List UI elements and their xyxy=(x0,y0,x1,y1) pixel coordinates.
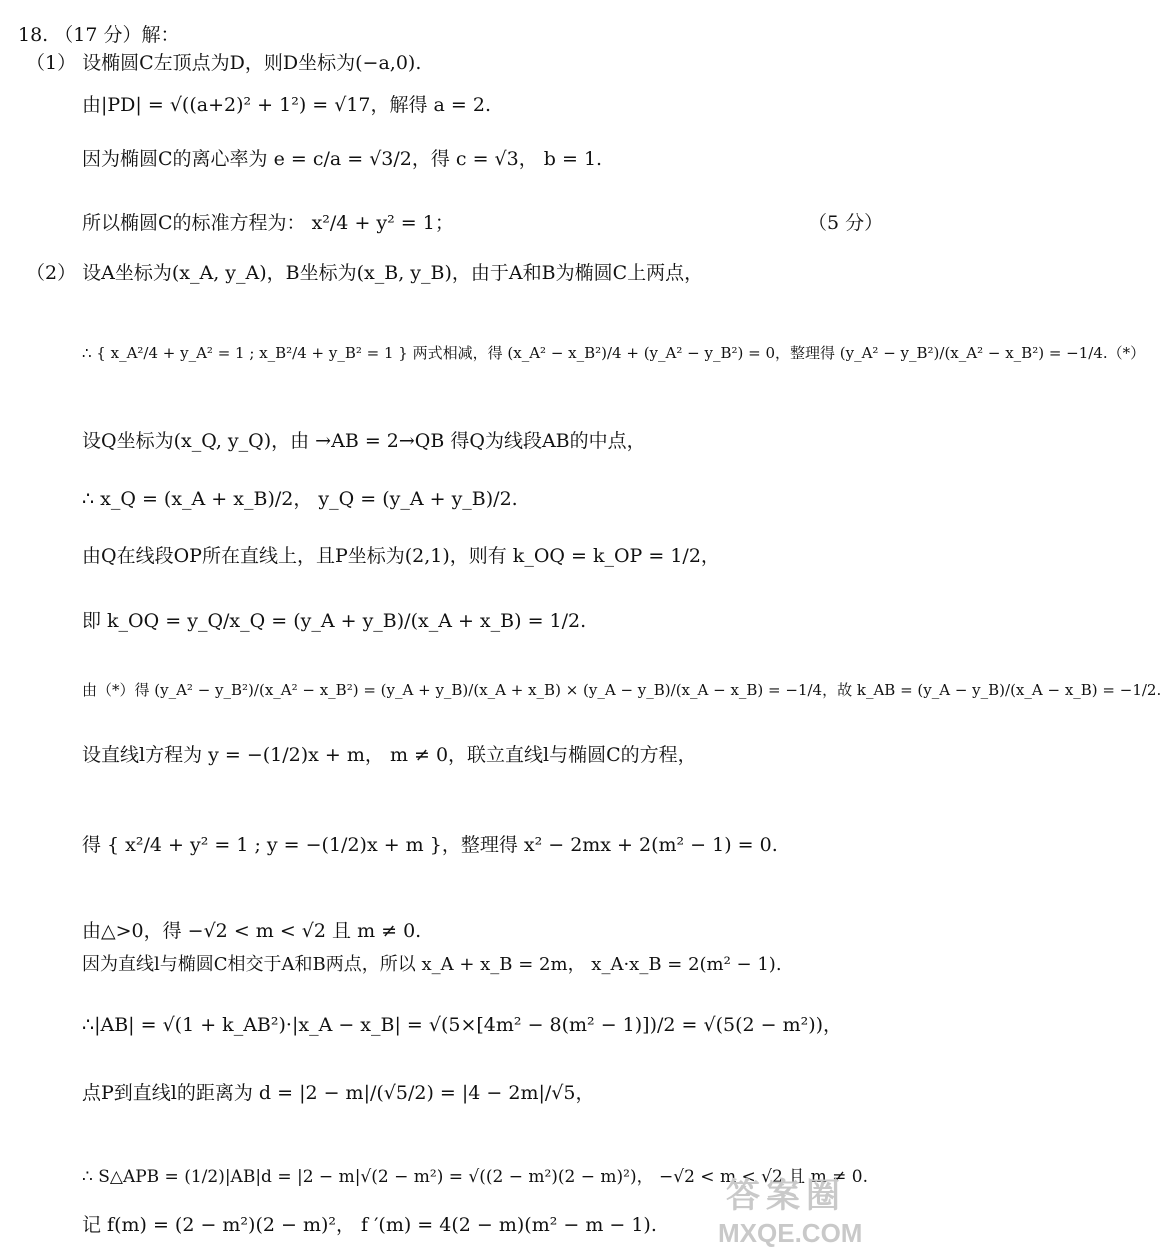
part2-line-4: ∴ x_Q = (x_A + x_B)/2， y_Q = (y_A + y_B)/2. xyxy=(82,488,518,510)
part1-line-1: （1） 设椭圆C左顶点为D，则D坐标为(−a,0). xyxy=(26,52,422,74)
part2-line-13: 点P到直线l的距离为 d = |2 − m|/(√5/2) = |4 − 2m|/√5， xyxy=(82,1082,595,1104)
part2-line-6: 即 k_OQ = y_Q/x_Q = (y_A + y_B)/(x_A + x_B) = 1/2. xyxy=(82,610,587,632)
part1-line-4: 所以椭圆C的标准方程为： x²/4 + y² = 1； xyxy=(82,212,454,234)
part2-line-3: 设Q坐标为(x_Q, y_Q)，由 →AB = 2→QB 得Q为线段AB的中点， xyxy=(82,430,646,452)
part2-line-15: 记 f(m) = (2 − m²)(2 − m)²， f ′(m) = 4(2 − m)(m² − m − 1). xyxy=(82,1214,657,1236)
watermark-url: MXQE.COM xyxy=(718,1218,863,1248)
part2-line-2: ∴ { x_A²/4 + y_A² = 1 ; x_B²/4 + y_B² = 1 } 两式相减，得 (x_A² − x_B²)/4 + (y_A² − y_B²) = 0，整理得 (y_A² − y_B²)/(x_A² − x_B²) = −1/4.（*） xyxy=(82,344,1146,362)
part2-line-5: 由Q在线段OP所在直线上，且P坐标为(2,1)，则有 k_OQ = k_OP = 1/2， xyxy=(82,545,720,567)
part2-line-8: 设直线l方程为 y = −(1/2)x + m， m ≠ 0，联立直线l与椭圆C的方程， xyxy=(82,744,697,766)
score-label: （5 分） xyxy=(808,212,884,234)
part2-line-14: ∴ S△APB = (1/2)|AB|d = |2 − m|√(2 − m²) = √((2 − m²)(2 − m)²)， −√2 < m < √2 且 m ≠ 0. xyxy=(82,1167,868,1187)
part1-line-2: 由|PD| = √((a+2)² + 1²) = √17，解得 a = 2. xyxy=(82,94,492,116)
watermark-logo-text: 答案圈 xyxy=(726,1177,846,1215)
part2-line-12: ∴|AB| = √(1 + k_AB²)·|x_A − x_B| = √(5×[4m² − 8(m² − 1)])/2 = √(5(2 − m²))， xyxy=(82,1014,843,1036)
part2-line-11: 因为直线l与椭圆C相交于A和B两点，所以 x_A + x_B = 2m， x_A·x_B = 2(m² − 1). xyxy=(82,954,782,975)
part1-line-3: 因为椭圆C的离心率为 e = c/a = √3/2，得 c = √3， b = 1. xyxy=(82,148,603,170)
part2-line-9: 得 { x²/4 + y² = 1 ; y = −(1/2)x + m }，整理得 x² − 2mx + 2(m² − 1) = 0. xyxy=(82,834,778,856)
problem-header: 18. （17 分）解： xyxy=(18,24,180,46)
part2-line-7: 由（*）得 (y_A² − y_B²)/(x_A² − x_B²) = (y_A + y_B)/(x_A + x_B) × (y_A − y_B)/(x_A − x_B) = −1/4，故 k_AB = (y_A − y_B)/(x_A − x_B) = −1/2. xyxy=(82,681,1161,699)
part2-line-1: （2） 设A坐标为(x_A, y_A)，B坐标为(x_B, y_B)，由于A和B为椭圆C上两点， xyxy=(26,262,704,284)
part2-line-10: 由△>0，得 −√2 < m < √2 且 m ≠ 0. xyxy=(82,920,422,942)
